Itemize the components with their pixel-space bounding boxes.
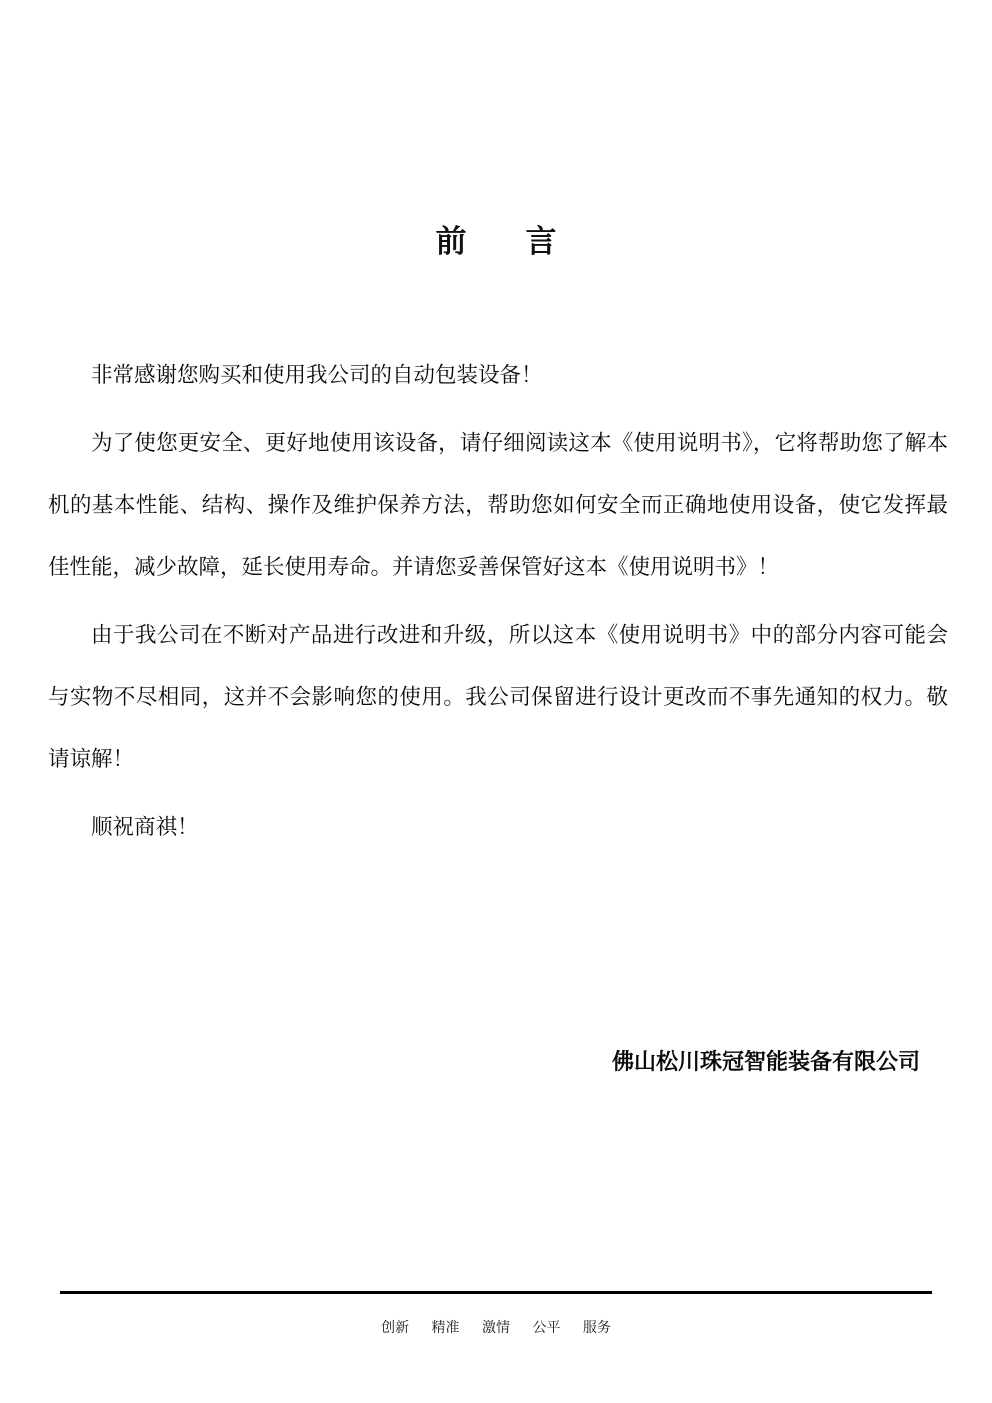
page-title: 前 言 bbox=[435, 224, 571, 260]
slogan-item: 精准 bbox=[431, 1320, 460, 1336]
footer-divider bbox=[60, 1291, 932, 1294]
company-signature: 佛山松川珠冠智能装备有限公司 bbox=[611, 1050, 920, 1075]
paragraph-1: 非常感谢您购买和使用我公司的自动包装设备！ bbox=[91, 363, 543, 388]
footer-slogan bbox=[0, 1317, 992, 1337]
paragraph-3: 由于我公司在不断对产品进行改进和升级，所以这本《使用说明书》中的部分内容可能会与实物不尽相同，这并不会影响您的使用。我公司保留进行设计更改而不事先通知的权力。敬请谅解！ bbox=[48, 623, 948, 772]
slogan-item: 服务 bbox=[582, 1320, 611, 1336]
slogan-item: 公平 bbox=[532, 1320, 561, 1336]
document-body bbox=[48, 345, 948, 859]
slogan-item: 激情 bbox=[482, 1320, 510, 1336]
slogan-item: 创新 bbox=[381, 1320, 410, 1336]
paragraph-2: 为了使您更安全、更好地使用该设备，请仔细阅读这本《使用说明书》，它将帮助您了解本机的基本性能、结构、操作及维护保养方法，帮助您如何安全而正确地使用设备，使它发挥最佳性能，减少故障，延长使用寿命。并请您妥善保管好这本《使用说明书》！ bbox=[48, 431, 948, 580]
paragraph-4: 顺祝商祺！ bbox=[91, 815, 199, 840]
